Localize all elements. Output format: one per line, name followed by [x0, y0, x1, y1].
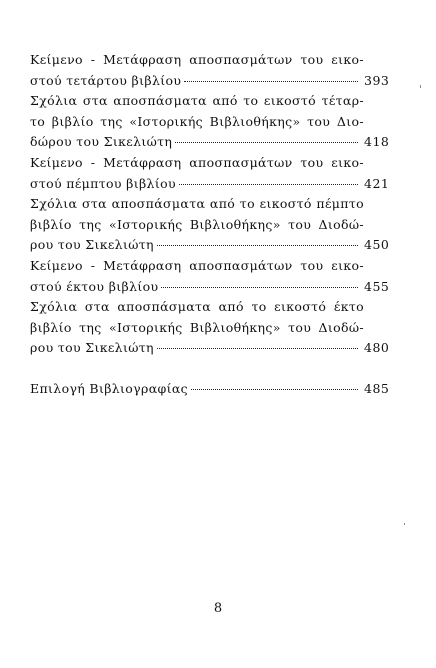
toc-entry-line: στού έκτου βιβλίου — [30, 278, 159, 294]
toc-entry-line: δώρου του Σικελιώτη — [30, 134, 173, 150]
scan-speck — [404, 523, 405, 525]
toc-entry-last-line — [30, 277, 388, 298]
toc-entry-last-line — [30, 338, 388, 359]
toc-entry-bibliography — [30, 379, 388, 400]
toc-entry-line: ρου του Σικελιώτη — [30, 237, 154, 253]
toc-entry-last-line — [30, 132, 388, 153]
toc-page-number: 455 — [364, 278, 390, 294]
toc-entry-last-line — [30, 174, 388, 195]
toc-entry-line: Σχόλια στα αποσπάσματα από το εικοστό πέμπτο — [30, 196, 364, 212]
toc-page-number: 418 — [364, 134, 390, 150]
toc-entry-line: Επιλογή Βιβλιογραφίας — [30, 380, 188, 396]
toc-entry-line: Κείμενο - Μετάφραση αποσπασμάτων του εικο- — [30, 257, 364, 273]
toc-entry-line: στού πέμπτου βιβλίου — [30, 175, 176, 191]
toc-entry-line: βιβλίο της «Ιστορικής Βιβλιοθήκης» του Διοδώ- — [30, 216, 364, 232]
dot-leader — [157, 245, 358, 246]
dot-leader — [157, 348, 358, 349]
scan-speck — [420, 85, 421, 88]
dot-leader — [184, 81, 358, 82]
dot-leader — [175, 142, 358, 143]
toc-entry — [30, 194, 388, 256]
dot-leader — [191, 389, 358, 390]
toc-page-number: 480 — [364, 340, 390, 356]
toc-entry-last-line — [30, 71, 388, 92]
page-number: 8 — [213, 601, 223, 616]
toc-entry-line: Σχόλια στα αποσπάσματα από το εικοστό τέταρ- — [30, 93, 364, 109]
toc-entry-last-line — [30, 235, 388, 256]
dot-leader — [179, 184, 358, 185]
toc-page-number: 393 — [364, 72, 390, 88]
toc-entry-line: στού τετάρτου βιβλίου — [30, 72, 182, 88]
section-spacer — [30, 359, 388, 379]
toc-entry-line: Κείμενο - Μετάφραση αποσπασμάτων του εικο- — [30, 154, 364, 170]
toc-entry-line: ρου του Σικελιώτη — [30, 340, 154, 356]
table-of-contents — [30, 50, 388, 400]
toc-entry — [30, 297, 388, 359]
toc-entry — [30, 50, 388, 91]
dot-leader — [161, 287, 358, 288]
toc-entry-line: Σχόλια στα αποσπάσματα από το εικοστό έκτο — [30, 299, 364, 315]
toc-entry-line: το βιβλίο της «Ιστορικής Βιβλιοθήκης» του Διο- — [30, 113, 364, 129]
toc-entry — [30, 153, 388, 194]
toc-entry-last-line — [30, 379, 388, 400]
toc-page-number: 421 — [364, 175, 390, 191]
toc-entry — [30, 256, 388, 297]
toc-page-number: 450 — [364, 237, 390, 253]
toc-page-number: 485 — [364, 380, 390, 396]
toc-entry — [30, 91, 388, 153]
toc-entry-line: βιβλίο της «Ιστορικής Βιβλιοθήκης» του Διοδώ- — [30, 319, 364, 335]
toc-entry-line: Κείμενο - Μετάφραση αποσπασμάτων του εικο- — [30, 52, 364, 67]
